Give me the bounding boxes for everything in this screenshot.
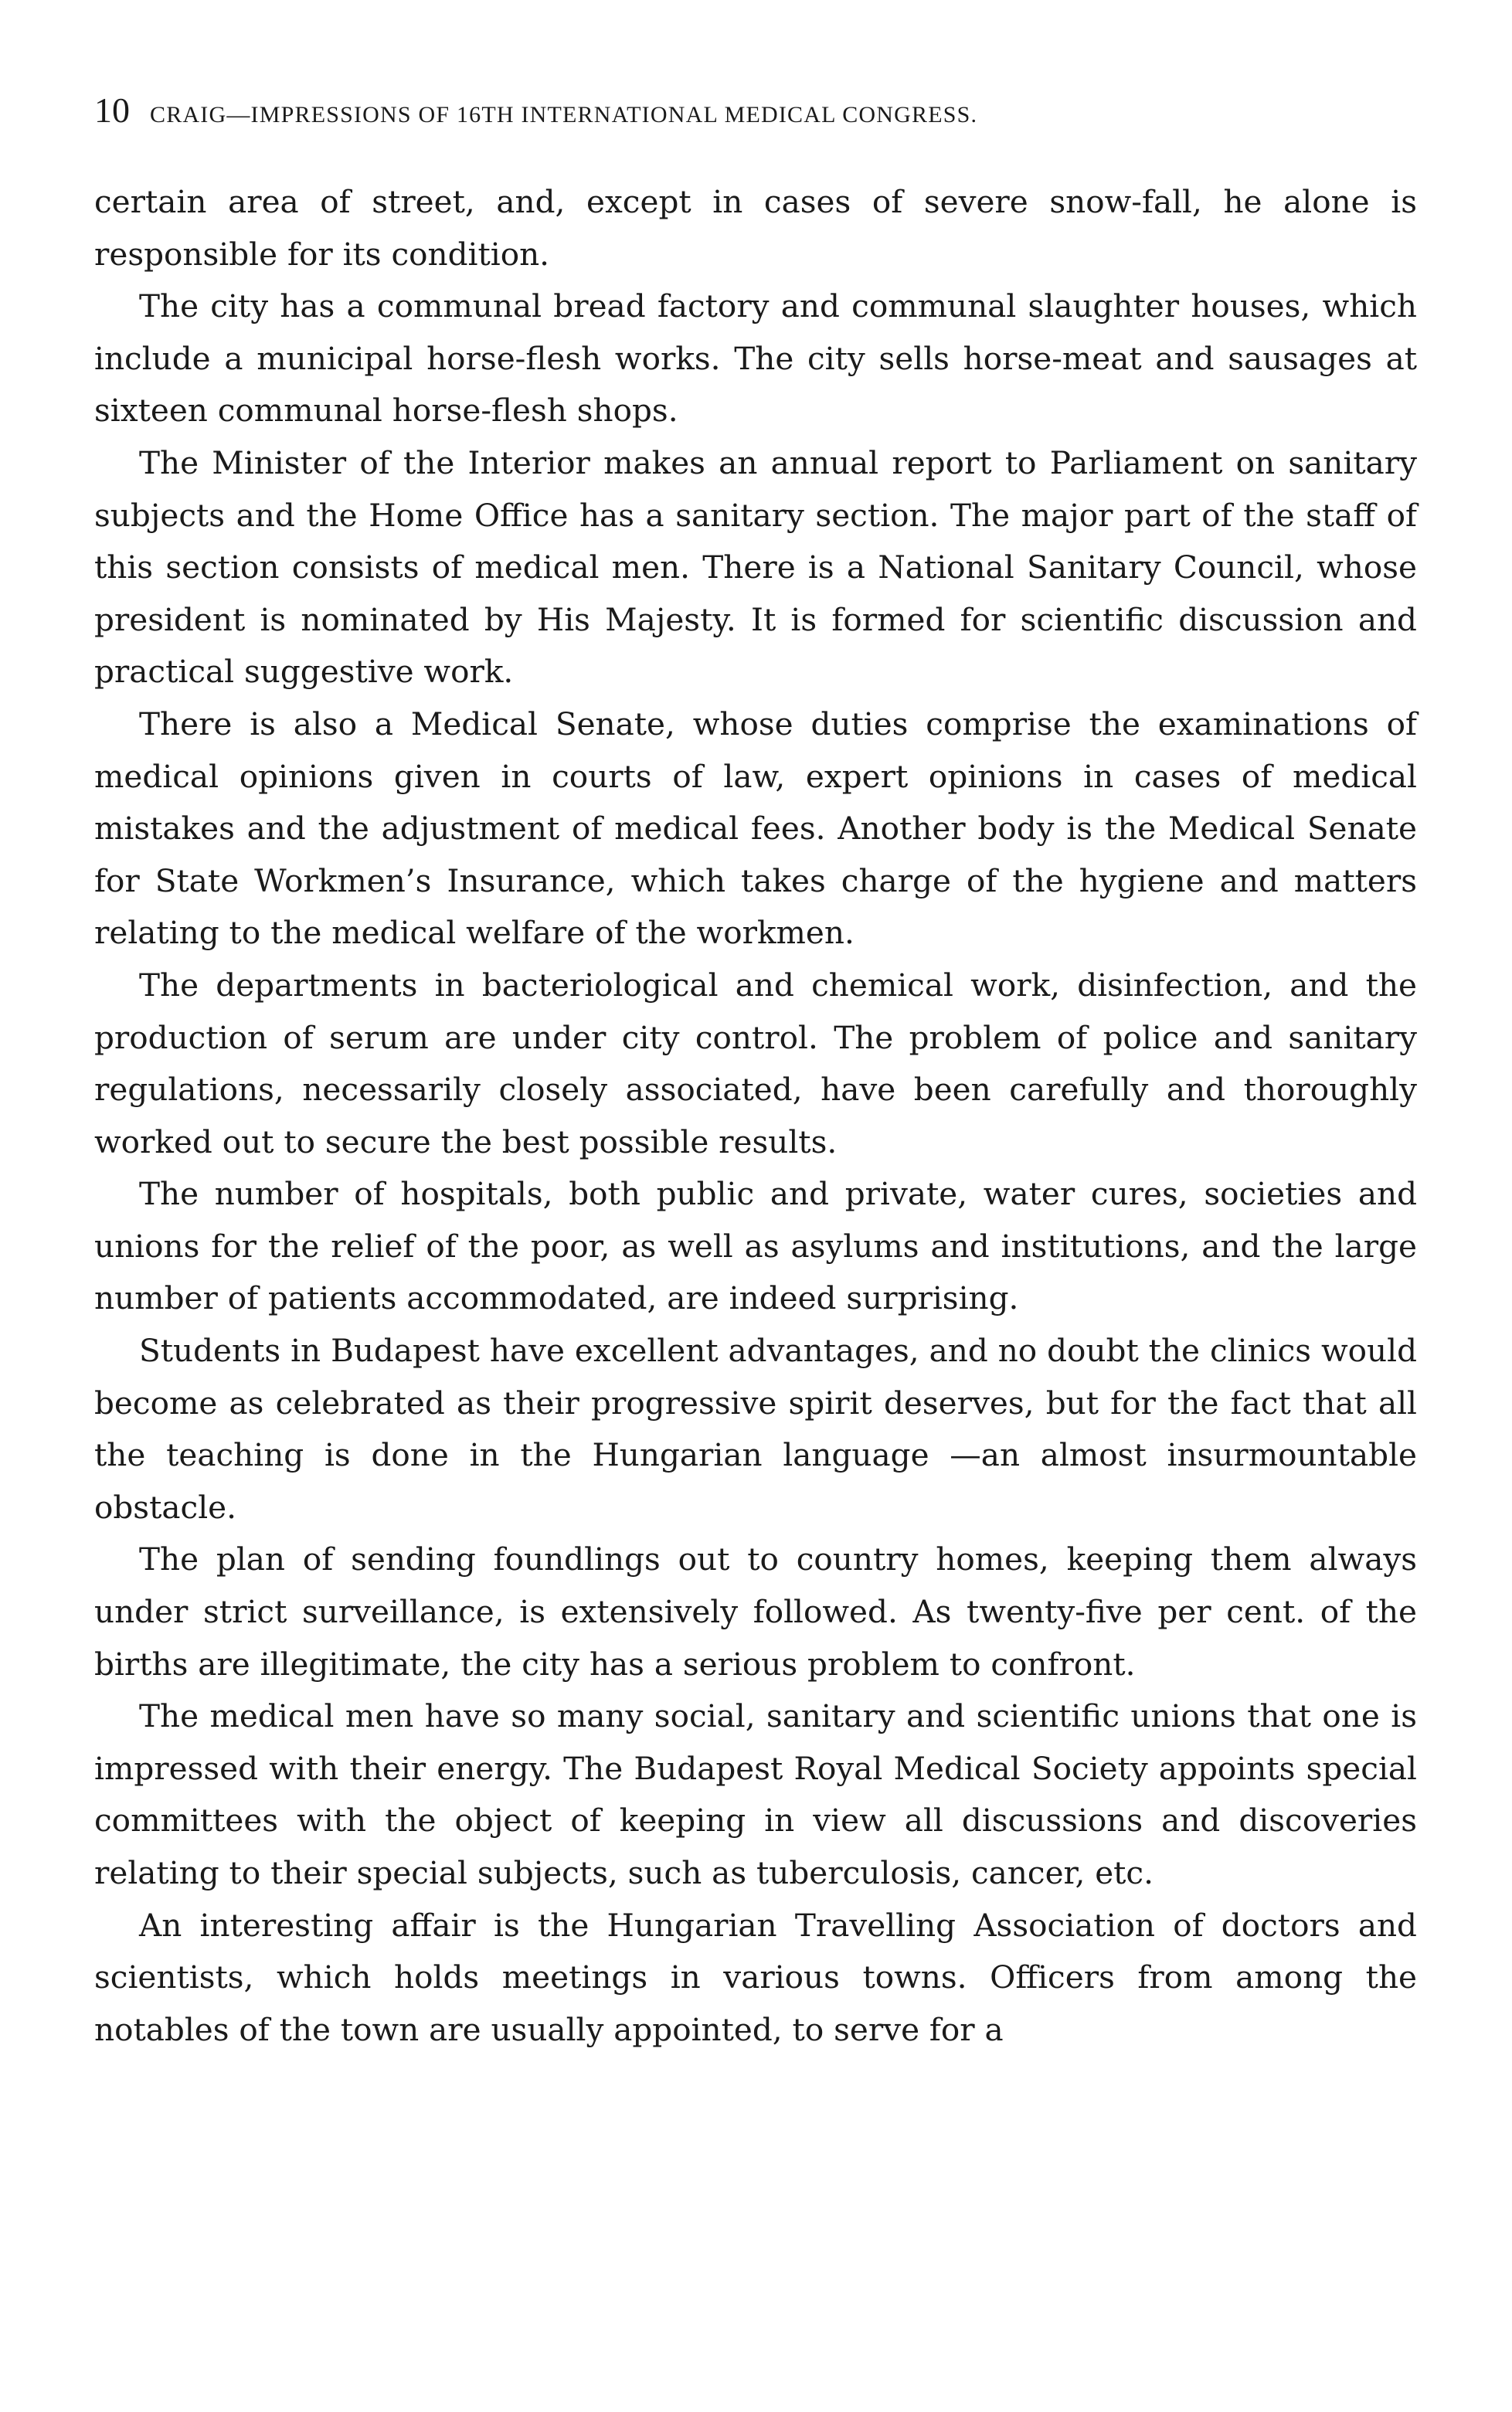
paragraph-street-responsibility: certain area of street, and, except in cases of severe snow-fall, he alone is responsible for its condition. xyxy=(94,183,1417,273)
paragraph-medical-unions: The medical men have so many social, sanitary and scientific unions that one is impressed with their energy. The Budapest Royal Medical Society appoints special committees with the object of keeping in view all discussions and discoveries relating to their special subjects, such as tuberculosis, cancer, etc. xyxy=(94,1697,1417,1891)
paragraph-communal-factories: The city has a communal bread factory and communal slaughter houses, which include a municipal horse-flesh works. The city sells horse-meat and sausages at sixteen communal horse-flesh shops. xyxy=(94,287,1417,430)
running-title: CRAIG—IMPRESSIONS OF 16TH INTERNATIONAL MEDICAL CONGRESS. xyxy=(150,102,978,127)
paragraph-travelling-association: An interesting affair is the Hungarian Travelling Association of doctors and scientists, which holds meetings in various towns. Officers from among the notables of the town are usually appointed, to serve for a xyxy=(94,1906,1417,2048)
paragraph-sanitary-council: The Minister of the Interior makes an annual report to Parliament on sanitary subjects and the Home Office has a sanitary section. The major part of the staff of this section consists of medical men. There is a National Sanitary Council, whose president is nominated by His Majesty. It is formed for scientific discussion and practical suggestive work. xyxy=(94,443,1417,691)
running-head xyxy=(94,90,1423,136)
body-text xyxy=(94,176,1417,2056)
page-number: 10 xyxy=(94,90,130,130)
paragraph-medical-senate: There is also a Medical Senate, whose duties comprise the examinations of medical opinions given in courts of law, expert opinions in cases of medical mistakes and the adjustment of medical fees. Another body is the Medical Senate for State Workmen’s Insurance, which takes charge of the hygiene and matters relating to the medical welfare of the workmen. xyxy=(94,705,1417,952)
paragraph-foundlings: The plan of sending foundlings out to country homes, keeping them always under strict surveillance, is extensively followed. As twenty-five per cent. of the births are illegitimate, the city has a serious problem to confront. xyxy=(94,1541,1417,1683)
paragraph-hospitals: The number of hospitals, both public and private, water cures, societies and unions for the relief of the poor, as well as asylums and institutions, and the large number of patients accommodated, are indeed surprising. xyxy=(94,1175,1417,1317)
paragraph-city-departments: The departments in bacteriological and chemical work, disinfection, and the production of serum are under city control. The problem of police and sanitary regulations, necessarily closely associated, have been carefully and thoroughly worked out to secure the best possible results. xyxy=(94,966,1417,1160)
paragraph-students: Students in Budapest have excellent advantages, and no doubt the clinics would become as celebrated as their progressive spirit deserves, but for the fact that all the teaching is done in the Hungarian language —an almost insurmountable obstacle. xyxy=(94,1332,1417,1526)
